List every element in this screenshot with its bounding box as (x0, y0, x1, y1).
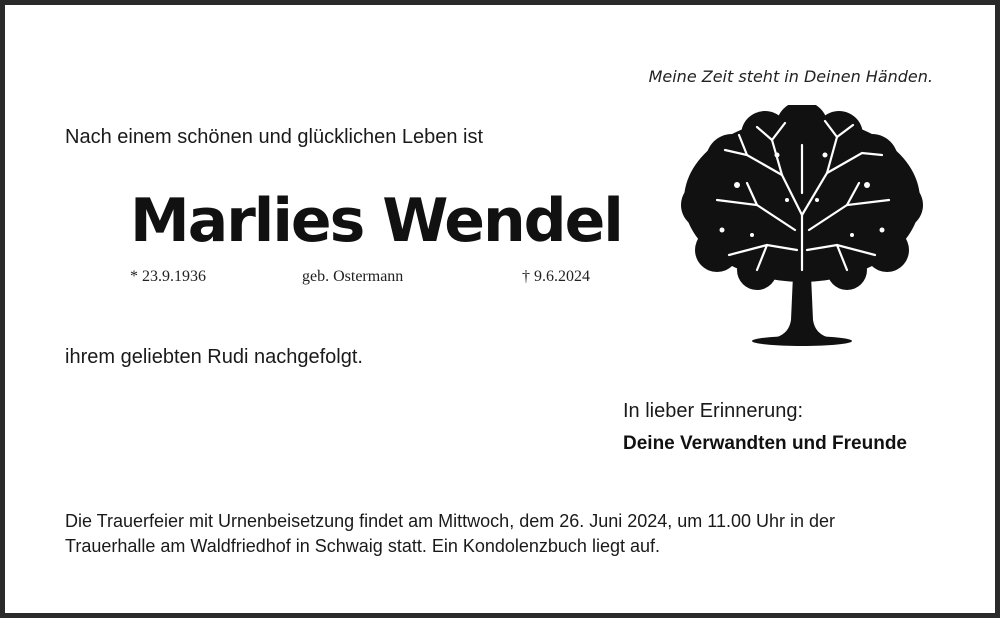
death-date: † 9.6.2024 (522, 268, 590, 285)
followed-text: ihrem geliebten Rudi nachgefolgt. (65, 346, 363, 368)
birth-date: * 23.9.1936 (130, 268, 206, 285)
signed-by: Deine Verwandten und Freunde (623, 433, 907, 454)
deceased-name: Marlies Wendel (130, 186, 622, 256)
remembrance-text: In lieber Erinnerung: (623, 400, 804, 422)
obituary-card (5, 5, 995, 613)
motto: Meine Zeit steht in Deinen Händen. (648, 67, 933, 86)
tree-icon (677, 105, 927, 351)
service-line-1: Die Trauerfeier mit Urnenbeisetzung findet am Mittwoch, dem 26. Juni 2024, um 11.00 Uhr in der (65, 511, 836, 531)
service-line-2: Trauerhalle am Waldfriedhof in Schwaig statt. Ein Kondolenzbuch liegt auf. (65, 536, 660, 556)
life-dates (130, 268, 590, 288)
maiden-name: geb. Ostermann (302, 268, 404, 285)
service-notice (65, 509, 950, 559)
intro-text: Nach einem schönen und glücklichen Leben ist (65, 126, 484, 148)
